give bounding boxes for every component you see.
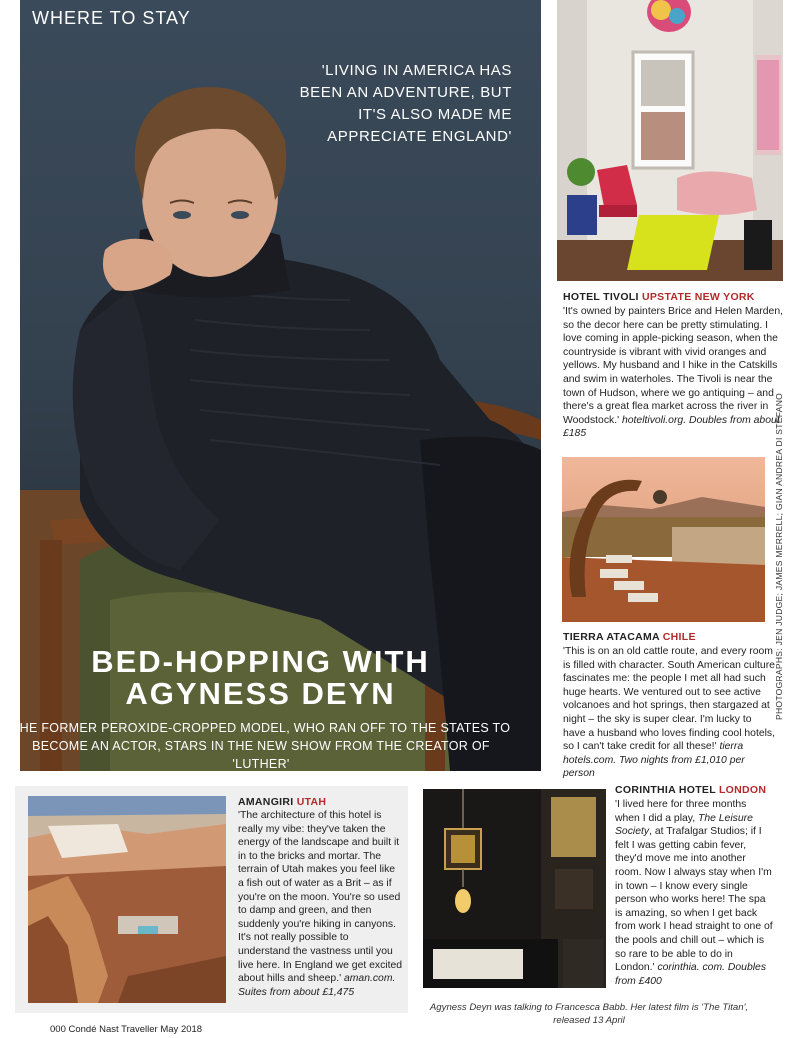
hotel-name: AMANGIRI	[238, 796, 294, 808]
hotel-heading	[563, 631, 793, 643]
photo-credit: PHOTOGRAPHS: JEN JUDGE; JAMES MERRELL; GIAN ANDREA DI STEFANO	[774, 392, 784, 720]
hotel-name: TIERRA ATACAMA	[563, 631, 660, 643]
headline-line-1: BED-HOPPING WITH	[91, 644, 430, 679]
review-text-end: , at Trafalgar Studios; if I felt I was getting cabin fever, they'd move me into another room. Now I always stay when I'm in town – I know every single person who works here! The spa is amazing, so when I get back from work I head straight to one of the pools and chill out – which is so rare to be able to do in London.'	[615, 826, 773, 974]
hotel-location: CHILE	[662, 631, 696, 643]
hotel-heading	[563, 291, 793, 303]
photo-caption: Agyness Deyn was talking to Francesca Babb. Her latest film is 'The Titan', released 13 April	[429, 1002, 749, 1026]
hotel-location: UTAH	[296, 796, 327, 808]
corinthia-photo	[423, 789, 606, 988]
article-headline	[0, 646, 521, 710]
play-title: The Leisure Society	[615, 812, 753, 838]
hotel-name: CORINTHIA HOTEL	[615, 784, 716, 796]
review-text: 'This is on an old cattle route, and every room is filled with character. South American culture fascinates me: the people I met all had such huge hearts. We ventured out to see active volcanoes and hot springs, then stargazed at night – the sky is super clear. I'm lucky to have a husband who loves finding cool hotels, so I can't take credit for all these!'	[563, 646, 775, 753]
hotel-heading	[238, 796, 408, 808]
hotel-heading	[615, 784, 795, 796]
hotel-review	[615, 798, 773, 988]
hotel-name: HOTEL TIVOLI	[563, 291, 639, 303]
review-text: 'The architecture of this hotel is really my vibe: they've taken the energy of the landscape and built it in to the bricks and mortar. The terrain of Utah makes you feel like a fish out of water as a Brit – as if you're on the moon. You're so used to damp and green, and then suddenly you're hiking in canyons. It's not really possible to understand the vastness until you live here. In England we get excited about hills and sheep.'	[238, 810, 403, 985]
review-text-start: 'I lived here for three months when I did a play,	[615, 799, 747, 824]
hotel-booking-info: tierra hotels.com. Two nights from £1,010 per person	[563, 741, 745, 780]
hotel-booking-info: aman.com. Suites from about £1,475	[238, 973, 396, 998]
hotel-booking-info: hoteltivoli.org. Doubles from about £185	[563, 414, 780, 440]
review-text: 'It's owned by painters Brice and Helen Marden, so the decor here can be pretty stimulating. I love coming in apple-picking season, when the countryside is vibrant with vivid oranges and yellows. My husband and I hike in the Catskills and swim in waterholes. The Tivoli is near the town of Hudson, where we go antiquing – and there's a great flea market across the river in Woodstock.'	[563, 306, 783, 426]
hotel-location: LONDON	[718, 784, 767, 796]
page-footer: 000 Condé Nast Traveller May 2018	[50, 1024, 203, 1035]
hotel-tivoli-photo	[557, 0, 783, 281]
hotel-booking-info: corinthia. com. Doubles from £400	[615, 962, 767, 987]
tierra-atacama-photo	[562, 457, 765, 622]
pull-quote: 'LIVING IN AMERICA HAS BEEN AN ADVENTURE, BUT IT'S ALSO MADE ME APPRECIATE ENGLAND'	[299, 62, 512, 145]
hotel-location: UPSTATE NEW YORK	[641, 291, 755, 303]
hotel-review	[238, 809, 403, 999]
headline-line-2: AGYNESS DEYN	[125, 676, 396, 711]
hotel-review	[563, 305, 789, 441]
section-label: WHERE TO STAY	[32, 8, 191, 28]
hotel-review	[563, 645, 776, 781]
amangiri-photo	[28, 796, 226, 1003]
standfirst: THE FORMER PEROXIDE-CROPPED MODEL, WHO RAN OFF TO THE STATES TO BECOME AN ACTOR, STARS IN THE NEW SHOW FROM THE CREATOR OF 'LUTHER'	[11, 721, 511, 771]
